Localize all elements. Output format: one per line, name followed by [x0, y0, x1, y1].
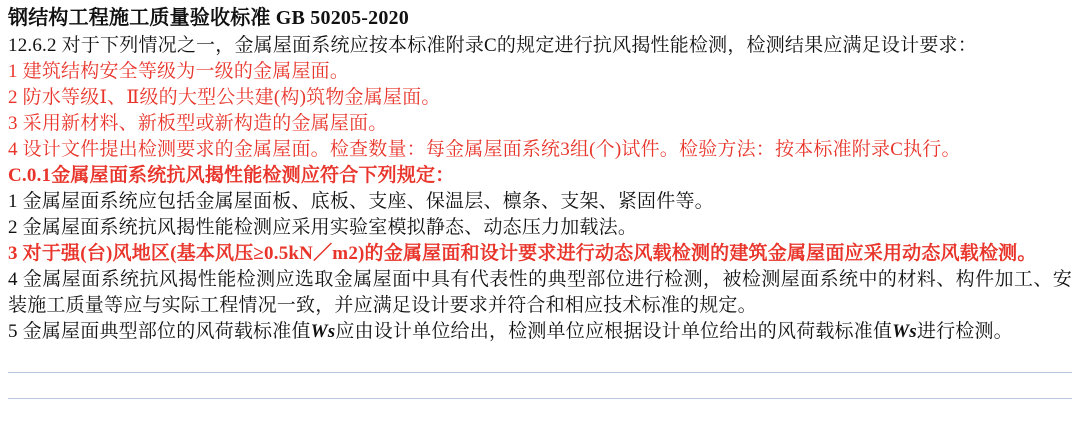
items-list-2 — [8, 189, 1072, 345]
appendix-heading-c-0-1: C.0.1金属屋面系统抗风揭性能检测应符合下列规定： — [8, 165, 455, 186]
item5-after: 进行检测。 — [916, 321, 1013, 342]
rule-line-1 — [8, 372, 1072, 373]
wind-load-symbol: Ws — [310, 321, 336, 342]
rule-line-2 — [8, 398, 1072, 399]
item5-before: 5 金属屋面典型部位的风荷载标准值 — [8, 321, 311, 342]
clause-heading-12-6-2: 12.6.2 对于下列情况之一，金属屋面系统应按本标准附录C的规定进行抗风揭性能检测，检测结果应满足设计要求： — [8, 35, 977, 56]
list-item: 3 对于强(台)风地区(基本风压≥0.5kN／m2)的金属屋面和设计要求进行动态风载检测的建筑金属屋面应采用动态风载检测。 — [8, 243, 1037, 264]
list-item: 2 金属屋面系统抗风揭性能检测应采用实验室模拟静态、动态压力加载法。 — [8, 217, 638, 238]
list-item: 4 金属屋面系统抗风揭性能检测应选取金属屋面中具有代表性的典型部位进行检测，被检测屋面系统中的材料、构件加工、安装施工质量等应与实际工程情况一致，并应满足设计要求并符合和相应技术标准的规定。 — [8, 269, 1072, 316]
list-item: 2 防水等级Ⅰ、Ⅱ级的大型公共建(构)筑物金属屋面。 — [8, 87, 441, 108]
document-title: 钢结构工程施工质量验收标准 GB 50205-2020 — [8, 7, 409, 29]
list-item: 1 金属屋面系统应包括金属屋面板、底板、支座、保温层、檩条、支架、紧固件等。 — [8, 191, 714, 212]
items-list-1 — [8, 59, 1072, 163]
list-item: 3 采用新材料、新板型或新构造的金属屋面。 — [8, 113, 388, 134]
list-item: 1 建筑结构安全等级为一级的金属屋面。 — [8, 61, 350, 82]
item5-middle: 应由设计单位给出，检测单位应根据设计单位给出的风荷载标准值 — [335, 321, 893, 342]
list-item-5 — [8, 319, 1072, 345]
list-item: 4 设计文件提出检测要求的金属屋面。检查数量：每金属屋面系统3组(个)试件。检验方法：按本标准附录C执行。 — [8, 139, 961, 160]
wind-load-symbol: Ws — [892, 321, 917, 342]
